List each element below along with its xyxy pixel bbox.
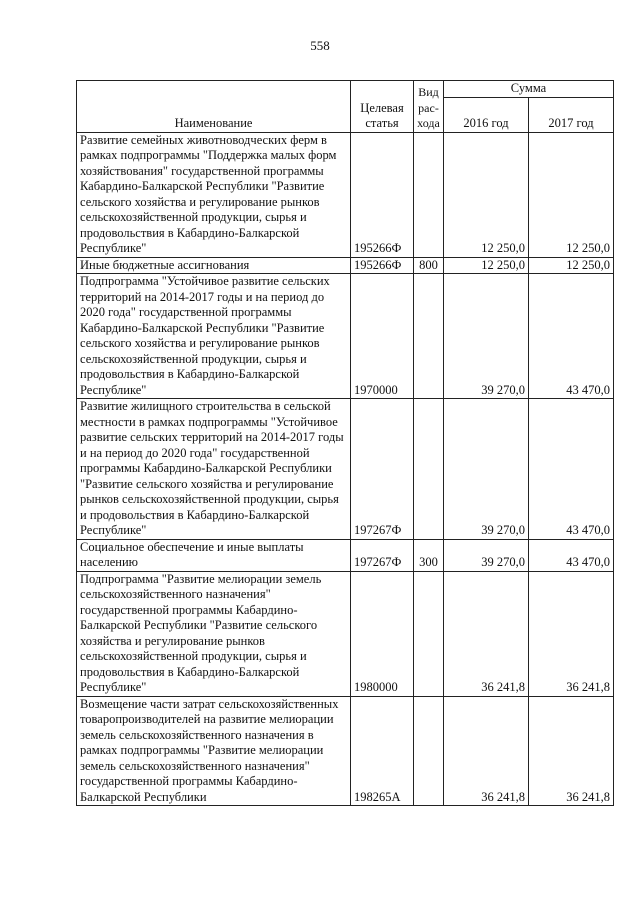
row-target-article: 197267Ф bbox=[351, 399, 414, 540]
row-expense-type bbox=[414, 696, 444, 806]
row-expense-type bbox=[414, 399, 444, 540]
row-target-article: 195266Ф bbox=[351, 132, 414, 257]
budget-table bbox=[76, 80, 614, 806]
row-expense-type bbox=[414, 571, 444, 696]
row-sum-2017: 43 470,0 bbox=[529, 399, 614, 540]
row-name: Иные бюджетные ассигнования bbox=[77, 257, 351, 274]
table-row bbox=[77, 696, 614, 806]
table-row bbox=[77, 132, 614, 257]
row-name: Социальное обеспечение и иные выплаты населению bbox=[77, 539, 351, 571]
row-target-article: 198265А bbox=[351, 696, 414, 806]
row-name: Развитие семейных животноводческих ферм в рамках подпрограммы "Поддержка малых форм хозяйствования" государственной программы Кабардино-Балкарской Республики "Развитие сельского хозяйства и регулирование рынков сельскохозяйственной продукции, сырья и продовольствия в Кабардино-Балкарской Республике" bbox=[77, 132, 351, 257]
header-name: Наименование bbox=[77, 81, 351, 133]
row-sum-2016: 39 270,0 bbox=[444, 274, 529, 399]
page-number: 558 bbox=[310, 38, 330, 53]
row-expense-type bbox=[414, 274, 444, 399]
row-sum-2016: 39 270,0 bbox=[444, 539, 529, 571]
row-sum-2016: 36 241,8 bbox=[444, 696, 529, 806]
header-year-2016: 2016 год bbox=[444, 97, 529, 132]
header-year-2017: 2017 год bbox=[529, 97, 614, 132]
row-sum-2016: 36 241,8 bbox=[444, 571, 529, 696]
row-sum-2017: 36 241,8 bbox=[529, 696, 614, 806]
table-row bbox=[77, 539, 614, 571]
header-target-article: Целевая статья bbox=[351, 81, 414, 133]
row-target-article: 197267Ф bbox=[351, 539, 414, 571]
row-target-article: 195266Ф bbox=[351, 257, 414, 274]
row-target-article: 1970000 bbox=[351, 274, 414, 399]
table-row bbox=[77, 274, 614, 399]
table-row bbox=[77, 571, 614, 696]
row-sum-2017: 43 470,0 bbox=[529, 274, 614, 399]
table-body bbox=[77, 132, 614, 806]
row-sum-2017: 43 470,0 bbox=[529, 539, 614, 571]
table-row bbox=[77, 399, 614, 540]
row-name: Подпрограмма "Устойчивое развитие сельских территорий на 2014-2017 годы и на период до 2020 года" государственной программы Кабардино-Балкарской Республики "Развитие сельского хозяйства и регулирование рынков сельскохозяйственной продукции, сырья и продовольствия в Кабардино-Балкарской Республике" bbox=[77, 274, 351, 399]
row-expense-type bbox=[414, 132, 444, 257]
row-sum-2016: 12 250,0 bbox=[444, 257, 529, 274]
row-expense-type: 800 bbox=[414, 257, 444, 274]
row-name: Развитие жилищного строительства в сельской местности в рамках подпрограммы "Устойчивое развитие сельских территорий на 2014-2017 годы и на период до 2020 года" государственной программы Кабардино-Балкарской Республики "Развитие сельского хозяйства и регулирование рынков сельскохозяйственной продукции, сырья и продовольствия в Кабардино-Балкарской Республике" bbox=[77, 399, 351, 540]
row-sum-2016: 12 250,0 bbox=[444, 132, 529, 257]
table-row bbox=[77, 257, 614, 274]
table-header bbox=[77, 81, 614, 133]
row-sum-2017: 12 250,0 bbox=[529, 132, 614, 257]
row-sum-2017: 36 241,8 bbox=[529, 571, 614, 696]
row-sum-2016: 39 270,0 bbox=[444, 399, 529, 540]
row-sum-2017: 12 250,0 bbox=[529, 257, 614, 274]
header-sum: Сумма bbox=[444, 81, 614, 98]
row-target-article: 1980000 bbox=[351, 571, 414, 696]
row-name: Возмещение части затрат сельскохозяйственных товаропроизводителей на развитие мелиорации земель сельскохозяйственного назначения в рамках подпрограммы "Развитие мелиорации земель сельскохозяйственного назначения" государственной программы Кабардино-Балкарской Республики bbox=[77, 696, 351, 806]
header-expense-type: Вид рас-хода bbox=[414, 81, 444, 133]
row-name: Подпрограмма "Развитие мелиорации земель сельскохозяйственного назначения" государственной программы Кабардино-Балкарской Республики "Развитие сельского хозяйства и регулирование рынков сельскохозяйственной продукции, сырья и продовольствия в Кабардино-Балкарской Республике" bbox=[77, 571, 351, 696]
row-expense-type: 300 bbox=[414, 539, 444, 571]
